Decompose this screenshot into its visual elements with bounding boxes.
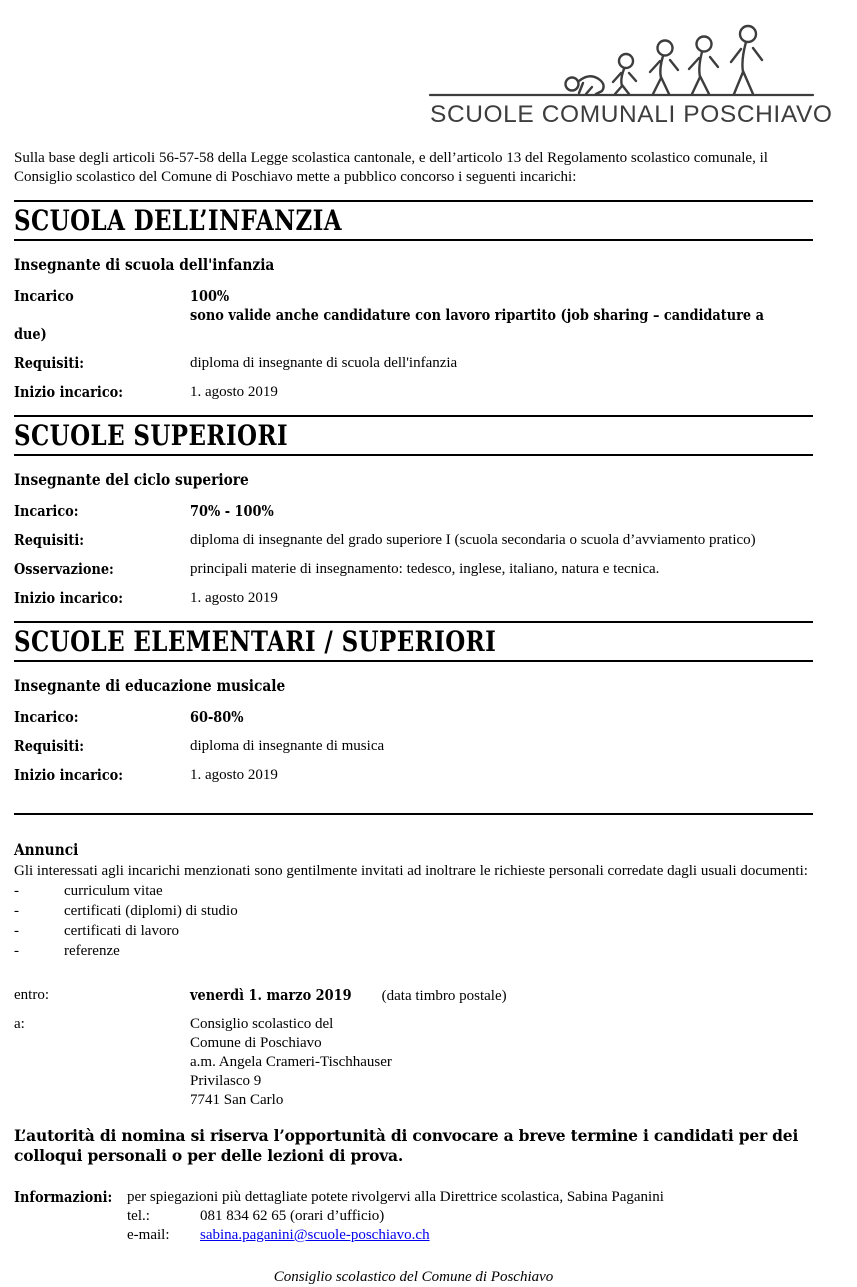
deadline-row	[14, 986, 813, 1006]
address-line: a.m. Angela Crameri-Tischhauser	[190, 1054, 392, 1070]
section-subtitle: Insegnante di scuola dell'infanzia	[14, 255, 275, 274]
children-figures-icon	[430, 25, 813, 101]
row-label: Inizio incarico:	[14, 766, 124, 784]
row-value: diploma di insegnante di scuola dell'infanzia	[190, 355, 458, 371]
list-item-text: certificati di lavoro	[64, 923, 179, 939]
info-label: Informazioni:	[14, 1188, 113, 1206]
phone-value: 081 834 62 65 (orari d’ufficio)	[200, 1208, 385, 1224]
row-label: Requisiti:	[14, 737, 85, 755]
row-value: 70% - 100%	[190, 502, 274, 520]
row-label: Incarico:	[14, 502, 79, 520]
recipient-address	[190, 1015, 813, 1110]
notice-text: L’autorità di nomina si riserva l’opportunità di convocare a breve termine i candidati per dei colloqui personali o per delle lezioni di prova.	[14, 1126, 799, 1165]
section-scuole-elementari-superiori	[14, 621, 813, 785]
row-value: 100% sono valide anche candidature con lavoro ripartito (job sharing – candidature a	[190, 287, 764, 324]
annunci-intro: Gli interessati agli incarichi menzionati sono gentilmente invitati ad inoltrare le richieste personali corredate dagli usuali documenti:	[14, 863, 808, 879]
phone-row	[127, 1207, 813, 1226]
address-line: Consiglio scolastico del	[190, 1016, 334, 1032]
table-row	[14, 531, 813, 550]
row-value: 1. agosto 2019	[190, 767, 278, 783]
list-item	[14, 881, 813, 901]
row-label: Inizio incarico:	[14, 589, 124, 607]
recipient-block	[14, 1015, 813, 1110]
table-row	[14, 708, 813, 727]
deadline-note: (data timbro postale)	[377, 988, 507, 1004]
divider	[14, 454, 813, 456]
row-label: Incarico:	[14, 708, 79, 726]
footer-text: Consiglio scolastico del Comune di Poschiavo	[273, 1269, 554, 1285]
list-item-text: certificati (diplomi) di studio	[64, 903, 238, 919]
annunci-block	[14, 840, 813, 961]
table-row	[14, 502, 813, 521]
list-item	[14, 921, 813, 941]
section-subtitle: Insegnante di educazione musicale	[14, 676, 286, 695]
row-value: 60-80%	[190, 708, 244, 726]
bullet-dash: -	[14, 943, 19, 959]
deadline-value	[190, 986, 813, 1006]
annunci-title: Annunci	[14, 840, 79, 859]
bullet-dash: -	[14, 923, 19, 939]
table-row	[14, 354, 813, 373]
list-item	[14, 901, 813, 921]
section-title: SCUOLE SUPERIORI	[14, 419, 289, 452]
table-row	[14, 589, 813, 608]
row-value: diploma di insegnante di musica	[190, 738, 385, 754]
bullet-dash: -	[14, 903, 19, 919]
section-title: SCUOLA DELL’INFANZIA	[14, 204, 343, 237]
row-value: 1. agosto 2019	[190, 590, 278, 606]
address-line: 7741 San Carlo	[190, 1092, 284, 1108]
section-subtitle: Insegnante del ciclo superiore	[14, 470, 249, 489]
info-content	[127, 1188, 813, 1245]
list-item-text: curriculum vitae	[64, 883, 163, 899]
section-scuole-superiori	[14, 415, 813, 608]
row-value: 1. agosto 2019	[190, 384, 278, 400]
address-line: Privilasco 9	[190, 1073, 262, 1089]
divider	[14, 239, 813, 241]
deadline-label: entro:	[14, 987, 49, 1003]
intro-text: Sulla base degli articoli 56-57-58 della Legge scolastica cantonale, e dell’articolo 13 del Regolamento scolastico comunale, il Consiglio scolastico del Comune di Poschiavo mette a pubblico concorso i seguenti incarichi:	[14, 150, 768, 185]
school-logo	[430, 25, 833, 128]
row-value: principali materie di insegnamento: tedesco, inglese, italiano, natura e tecnica.	[190, 561, 660, 577]
divider	[14, 621, 813, 623]
table-row	[14, 766, 813, 785]
divider	[14, 415, 813, 417]
row-label: Inizio incarico:	[14, 383, 124, 401]
phone-label: tel.:	[127, 1208, 150, 1224]
email-link[interactable]: sabina.paganini@scuole-poschiavo.ch	[200, 1227, 430, 1243]
table-row	[14, 383, 813, 402]
row-value: diploma di insegnante del grado superiore I (scuola secondaria o scuola d’avviamento pratico)	[190, 532, 756, 548]
divider	[14, 813, 813, 815]
email-row	[127, 1226, 813, 1245]
email-label: e-mail:	[127, 1227, 170, 1243]
section-title: SCUOLE ELEMENTARI / SUPERIORI	[14, 625, 497, 658]
header	[14, 25, 833, 128]
table-row	[14, 560, 813, 579]
list-item-text: referenze	[64, 943, 120, 959]
address-line: Comune di Poschiavo	[190, 1035, 322, 1051]
deadline-date: venerdì 1. marzo 2019	[190, 986, 352, 1004]
logo-text: SCUOLE COMUNALI POSCHIAVO	[430, 101, 833, 128]
divider	[14, 660, 813, 662]
recipient-label: a:	[14, 1016, 25, 1032]
bullet-dash: -	[14, 883, 19, 899]
list-item	[14, 941, 813, 961]
row-label: Osservazione:	[14, 560, 114, 578]
section-scuola-infanzia	[14, 200, 813, 402]
info-text: per spiegazioni più dettagliate potete rivolgervi alla Direttrice scolastica, Sabina Paganini	[127, 1189, 664, 1205]
table-row	[14, 737, 813, 756]
row-value-overflow: due)	[14, 325, 47, 343]
row-label: Requisiti:	[14, 531, 85, 549]
row-label: Incarico	[14, 287, 74, 305]
divider	[14, 200, 813, 202]
row-label: Requisiti:	[14, 354, 85, 372]
table-row	[14, 287, 813, 325]
info-block	[14, 1188, 813, 1245]
